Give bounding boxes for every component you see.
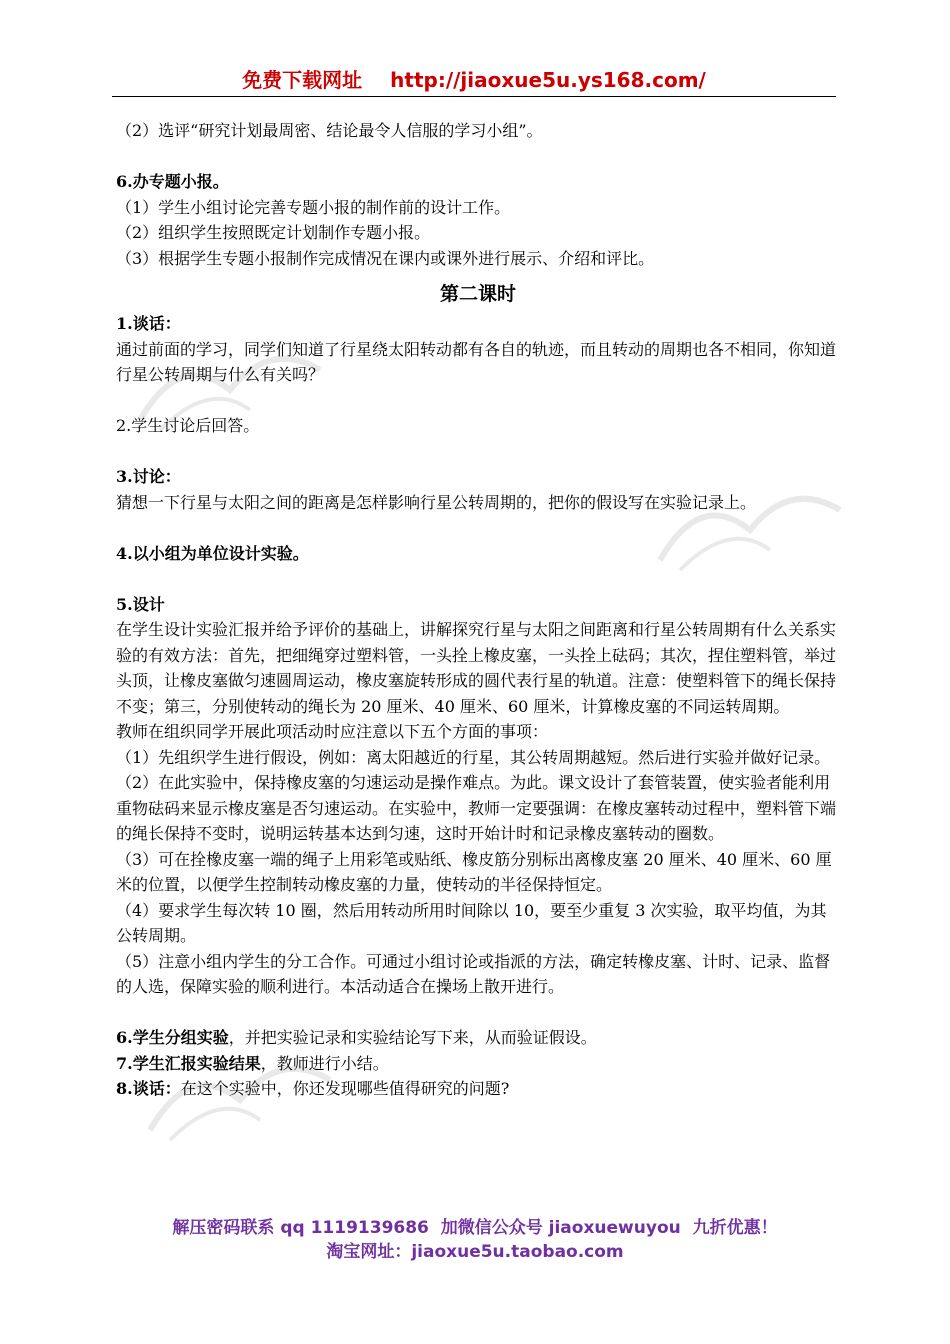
- s1-text: 通过前面的学习，同学们知道了行星绕太阳转动都有各自的轨迹，而且转动的周期也各不相同，你知道行星公转周期与什么有关吗？: [116, 339, 837, 384]
- s6-rest: ，并把实验记录和实验结论写下来，从而验证假设。: [228, 1028, 597, 1047]
- s5-text: 在学生设计实验汇报并给予评价的基础上，讲解探究行星与太阳之间距离和行星公转周期有什么关系实验的有效方法：首先，把细绳穿过塑料管，一头拴上橡皮塞，一头拴上砝码；其次，捏住塑料管，举过头顶，让橡皮塞做匀速圆周运动，橡皮塞旋转形成的圆代表行星的轨道。注意：使塑料管下的绳长保持不变；第三，分别使转动的绳长为 20 厘米、40 厘米、60 厘米，计算橡皮塞的不同运转周期。: [116, 620, 837, 716]
- section6-item: （3）根据学生专题小报制作完成情况在课内或课外进行展示、介绍和评比。: [116, 248, 655, 268]
- page-footer: [100, 1216, 850, 1264]
- footer-password-label: 解压密码联系 qq: [172, 1218, 305, 1238]
- s5-item: （2）在此实验中，保持橡皮塞的匀速运动是操作难点。为此。课文设计了套管装置，使实验者能利用重物砝码来显示橡皮塞是否匀速运动。在实验中，教师一定要强调：在橡皮塞转动过程中，塑料管下端的绳长保持不变时，说明运转基本达到匀速，这时开始计时和记录橡皮塞转动的圈数。: [116, 773, 837, 843]
- section6-heading: 6.办专题小报。: [116, 172, 229, 191]
- page-header: [112, 66, 836, 97]
- s7-bold: 7.学生汇报实验结果: [116, 1053, 261, 1073]
- s8-line: [116, 1076, 840, 1102]
- s5-intro: 教师在组织同学开展此项活动时应注意以下五个方面的事项：: [116, 722, 549, 741]
- s6-bold: 6.学生分组实验: [116, 1028, 229, 1047]
- s5-item: （3）可在拴橡皮塞一端的绳子上用彩笔或贴纸、橡皮筋分别标出离橡皮塞 20 厘米、40 厘米、60 厘米的位置，以便学生控制转动橡皮塞的力量，使转动的半径保持恒定。: [116, 849, 832, 894]
- s5-item: （4）要求学生每次转 10 圈，然后用转动所用时间除以 10，要至少重复 3 次实验，取平均值，为其公转周期。: [116, 900, 827, 945]
- lesson-title: 第二课时: [439, 283, 516, 305]
- footer-line-1: [100, 1216, 850, 1240]
- s3-text: 猜想一下行星与太阳之间的距离是怎样影响行星公转周期的，把你的假设写在实验记录上。: [116, 492, 757, 512]
- section6-item: （1）学生小组讨论完善专题小报的制作前的设计工作。: [116, 197, 511, 217]
- s6-line: [116, 1025, 840, 1051]
- top-item-2: （2）选评“研究计划最周密、结论最令人信服的学习小组”。: [116, 121, 543, 140]
- document-body: [116, 118, 840, 1102]
- s8-rest: 在这个实验中，你还发现哪些值得研究的问题?: [180, 1079, 510, 1098]
- s7-line: [116, 1051, 840, 1077]
- footer-discount: 九折优惠！: [692, 1218, 778, 1238]
- s5-item: （5）注意小组内学生的分工合作。可通过小组讨论或指派的方法，确定转橡皮塞、计时、记录、监督的人选，保障实验的顺利进行。本活动适合在操场上散开进行。: [116, 951, 831, 996]
- s2-text: 2.学生讨论后回答。: [116, 416, 260, 435]
- s4-heading: 4.以小组为单位设计实验。: [116, 543, 309, 563]
- s5-heading: 5.设计: [116, 594, 165, 614]
- footer-qq-number: 1119139686: [310, 1218, 429, 1238]
- s8-bold: 8.谈话：: [116, 1079, 181, 1098]
- s1-heading: 1.谈话：: [116, 314, 181, 333]
- s3-heading: 3.讨论：: [116, 467, 181, 486]
- header-url-link[interactable]: http://jiaoxue5u.ys168.com/: [390, 68, 706, 92]
- footer-wechat: 加微信公众号 jiaoxuewuyou: [440, 1218, 681, 1238]
- section6-item: （2）组织学生按照既定计划制作专题小报。: [116, 223, 431, 242]
- s7-rest: ，教师进行小结。: [260, 1053, 389, 1073]
- footer-taobao-link[interactable]: 淘宝网址：jiaoxue5u.taobao.com: [326, 1242, 624, 1262]
- header-label: 免费下载网址: [242, 68, 363, 92]
- s5-item: （1）先组织学生进行假设，例如：离太阳越近的行星，其公转周期越短。然后进行实验并做好记录。: [116, 747, 831, 767]
